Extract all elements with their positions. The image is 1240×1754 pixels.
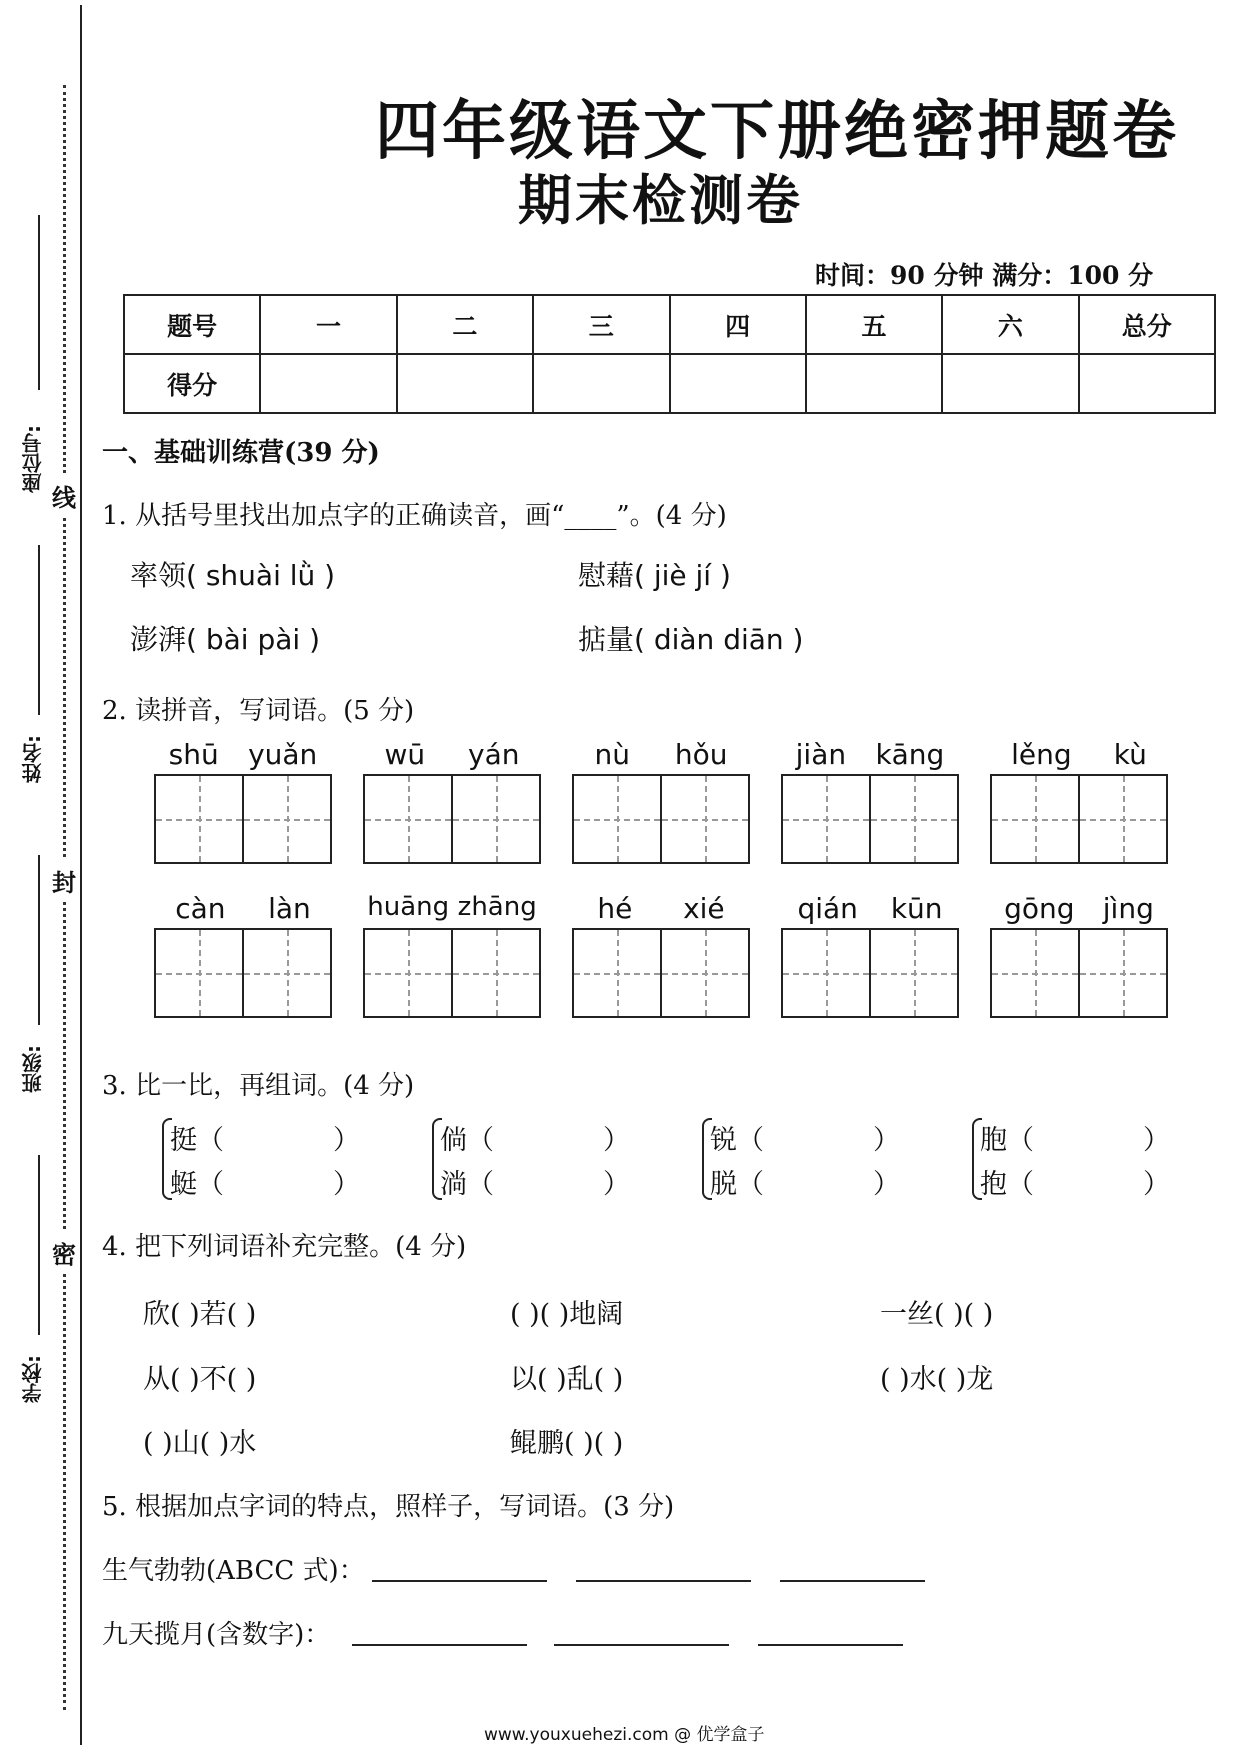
pinyin: wū (384, 738, 426, 771)
section-heading: 一、基础训练营(39 分) (102, 438, 380, 468)
pinyin-group (990, 892, 1168, 1018)
score-cell: 五 (806, 295, 942, 354)
seal-char-seal: 封 (52, 860, 76, 901)
pinyin-group (781, 738, 959, 864)
pinyin: kù (1113, 738, 1147, 771)
writing-cell[interactable] (1078, 776, 1166, 862)
compare-close: ） (873, 1125, 900, 1156)
answer-blank[interactable] (554, 1644, 729, 1646)
compare-close: ） (873, 1169, 900, 1200)
writing-cell[interactable] (869, 776, 957, 862)
time-info: 时间：90 分钟 满分：100 分 (815, 261, 1154, 290)
class-underline (38, 855, 40, 1025)
pinyin: jiàn (795, 738, 847, 771)
score-input-cell[interactable] (260, 354, 396, 413)
q1-options: ( shuài lǜ ) (186, 559, 336, 592)
score-table (123, 294, 1216, 414)
q1-options: ( bài pài ) (186, 623, 320, 656)
compare-char: 胞（ (980, 1125, 1034, 1156)
pinyin: kāng (875, 738, 945, 771)
q1-options: ( diàn diān ) (634, 623, 804, 656)
idiom-fill: ( )水( )龙 (880, 1364, 994, 1395)
q5-line2-label: 九天揽月(含数字)： (102, 1620, 331, 1650)
compare-close: ） (603, 1169, 630, 1200)
writing-cell[interactable] (869, 930, 957, 1016)
compare-char: 抱（ (980, 1169, 1034, 1200)
score-input-cell[interactable] (397, 354, 533, 413)
brace-icon (162, 1118, 172, 1200)
compare-char: 挺（ (170, 1125, 224, 1156)
pinyin: zhāng (457, 892, 537, 922)
brace-icon (432, 1118, 442, 1200)
pinyin: huāng (367, 892, 450, 922)
pinyin-group (154, 738, 332, 864)
idiom-fill: 一丝( )( ) (880, 1299, 994, 1330)
score-cell: 总分 (1079, 295, 1215, 354)
idiom-fill: 以( )乱( ) (510, 1364, 624, 1395)
score-cell: 一 (260, 295, 396, 354)
pinyin: hǒu (674, 738, 728, 771)
q1-word: 掂量 (578, 623, 635, 656)
q5-text: 5. 根据加点字词的特点，照样子，写词语。(3 分) (102, 1492, 675, 1522)
writing-cell[interactable] (242, 930, 330, 1016)
pinyin-group (363, 738, 541, 864)
score-cell: 得分 (124, 354, 260, 413)
binding-line (80, 5, 82, 1745)
q4-text: 4. 把下列词语补充完整。(4 分) (102, 1232, 467, 1262)
idiom-fill: 从( )不( ) (143, 1364, 257, 1395)
writing-cell[interactable] (783, 930, 869, 1016)
q1-word: 澎湃 (130, 623, 187, 656)
q1-word: 率领 (130, 559, 187, 592)
q5-line1-label: 生气勃勃(ABCC 式)： (102, 1556, 365, 1586)
score-table-header-row (124, 295, 1215, 354)
writing-cell[interactable] (574, 776, 660, 862)
pinyin-group (363, 892, 541, 1018)
q1-item (130, 554, 335, 594)
compare-char: 锐（ (710, 1125, 764, 1156)
q3-text: 3. 比一比，再组词。(4 分) (102, 1071, 415, 1101)
compare-pair (980, 1118, 1170, 1206)
answer-blank[interactable] (758, 1644, 903, 1646)
pinyin: gōng (1004, 892, 1075, 925)
answer-blank[interactable] (576, 1580, 751, 1582)
answer-blank[interactable] (352, 1644, 527, 1646)
pinyin: shū (168, 738, 219, 771)
compare-pair (440, 1118, 630, 1206)
writing-cell[interactable] (156, 776, 242, 862)
writing-cell[interactable] (365, 930, 451, 1016)
footer-watermark: www.youxuehezi.com @ 优学盒子 (484, 1725, 765, 1745)
pinyin: lěng (1011, 738, 1072, 771)
writing-cell[interactable] (574, 930, 660, 1016)
seat-label: 座位号: (21, 425, 45, 493)
pinyin-group (154, 892, 332, 1018)
pinyin: yán (468, 738, 520, 771)
score-table-score-row (124, 354, 1215, 413)
score-cell: 四 (670, 295, 806, 354)
writing-cell[interactable] (660, 930, 748, 1016)
pinyin: hé (597, 892, 633, 925)
compare-close: ） (1143, 1125, 1170, 1156)
writing-cell[interactable] (156, 930, 242, 1016)
score-input-cell[interactable] (533, 354, 669, 413)
name-label: 姓名: (21, 735, 45, 783)
pinyin: càn (175, 892, 226, 925)
idiom-fill: 欣( )若( ) (143, 1299, 257, 1330)
score-input-cell[interactable] (806, 354, 942, 413)
seal-char-secret: 密 (52, 1232, 76, 1273)
compare-close: ） (333, 1125, 360, 1156)
seat-underline (38, 215, 40, 390)
school-underline (38, 1155, 40, 1335)
pinyin: kūn (890, 892, 943, 925)
q1-text: 1. 从括号里找出加点字的正确读音，画“____”。(4 分) (102, 501, 727, 531)
name-underline (38, 545, 40, 715)
q1-item (130, 618, 320, 658)
pinyin: yuǎn (248, 738, 318, 771)
class-label: 班级: (21, 1045, 45, 1093)
compare-close: ） (333, 1169, 360, 1200)
score-input-cell[interactable] (942, 354, 1078, 413)
pinyin-group (781, 892, 959, 1018)
compare-pair (710, 1118, 900, 1206)
seal-char-line: 线 (52, 475, 76, 516)
writing-cell[interactable] (242, 776, 330, 862)
writing-cell[interactable] (451, 930, 539, 1016)
writing-cell[interactable] (451, 776, 539, 862)
pinyin: nù (594, 738, 630, 771)
score-cell: 二 (397, 295, 533, 354)
q1-word: 慰藉 (578, 559, 635, 592)
writing-cell[interactable] (992, 930, 1078, 1016)
score-cell: 六 (942, 295, 1078, 354)
brace-icon (972, 1118, 982, 1200)
pinyin: jìng (1102, 892, 1154, 925)
q2-text: 2. 读拼音，写词语。(5 分) (102, 696, 415, 726)
score-input-cell[interactable] (670, 354, 806, 413)
writing-cell[interactable] (660, 776, 748, 862)
writing-cell[interactable] (365, 776, 451, 862)
pinyin-group (990, 738, 1168, 864)
answer-blank[interactable] (780, 1580, 925, 1582)
pinyin: qián (797, 892, 858, 925)
pinyin: xié (683, 892, 725, 925)
writing-cell[interactable] (992, 776, 1078, 862)
compare-close: ） (603, 1125, 630, 1156)
pinyin-group (572, 738, 750, 864)
pinyin-group (572, 892, 750, 1018)
score-cell: 三 (533, 295, 669, 354)
score-input-cell[interactable] (1079, 354, 1215, 413)
writing-cell[interactable] (1078, 930, 1166, 1016)
q1-options: ( jiè jí ) (634, 559, 731, 592)
compare-close: ） (1143, 1169, 1170, 1200)
compare-char: 蜓（ (170, 1169, 224, 1200)
compare-char: 倘（ (440, 1125, 494, 1156)
idiom-fill: 鲲鹏( )( ) (510, 1428, 624, 1459)
q1-item (578, 554, 731, 594)
score-cell: 题号 (124, 295, 260, 354)
idiom-fill: ( )山( )水 (143, 1428, 257, 1459)
pinyin: làn (268, 892, 311, 925)
brace-icon (702, 1118, 712, 1200)
compare-pair (170, 1118, 360, 1206)
writing-cell[interactable] (783, 776, 869, 862)
compare-char: 淌（ (440, 1169, 494, 1200)
compare-char: 脱（ (710, 1169, 764, 1200)
q1-item (578, 618, 803, 658)
page-title: 四年级语文下册绝密押题卷 (375, 94, 1179, 169)
page-subtitle: 期末检测卷 (518, 168, 803, 232)
answer-blank[interactable] (372, 1580, 547, 1582)
school-label: 学校: (21, 1355, 45, 1403)
idiom-fill: ( )( )地阔 (510, 1299, 624, 1330)
